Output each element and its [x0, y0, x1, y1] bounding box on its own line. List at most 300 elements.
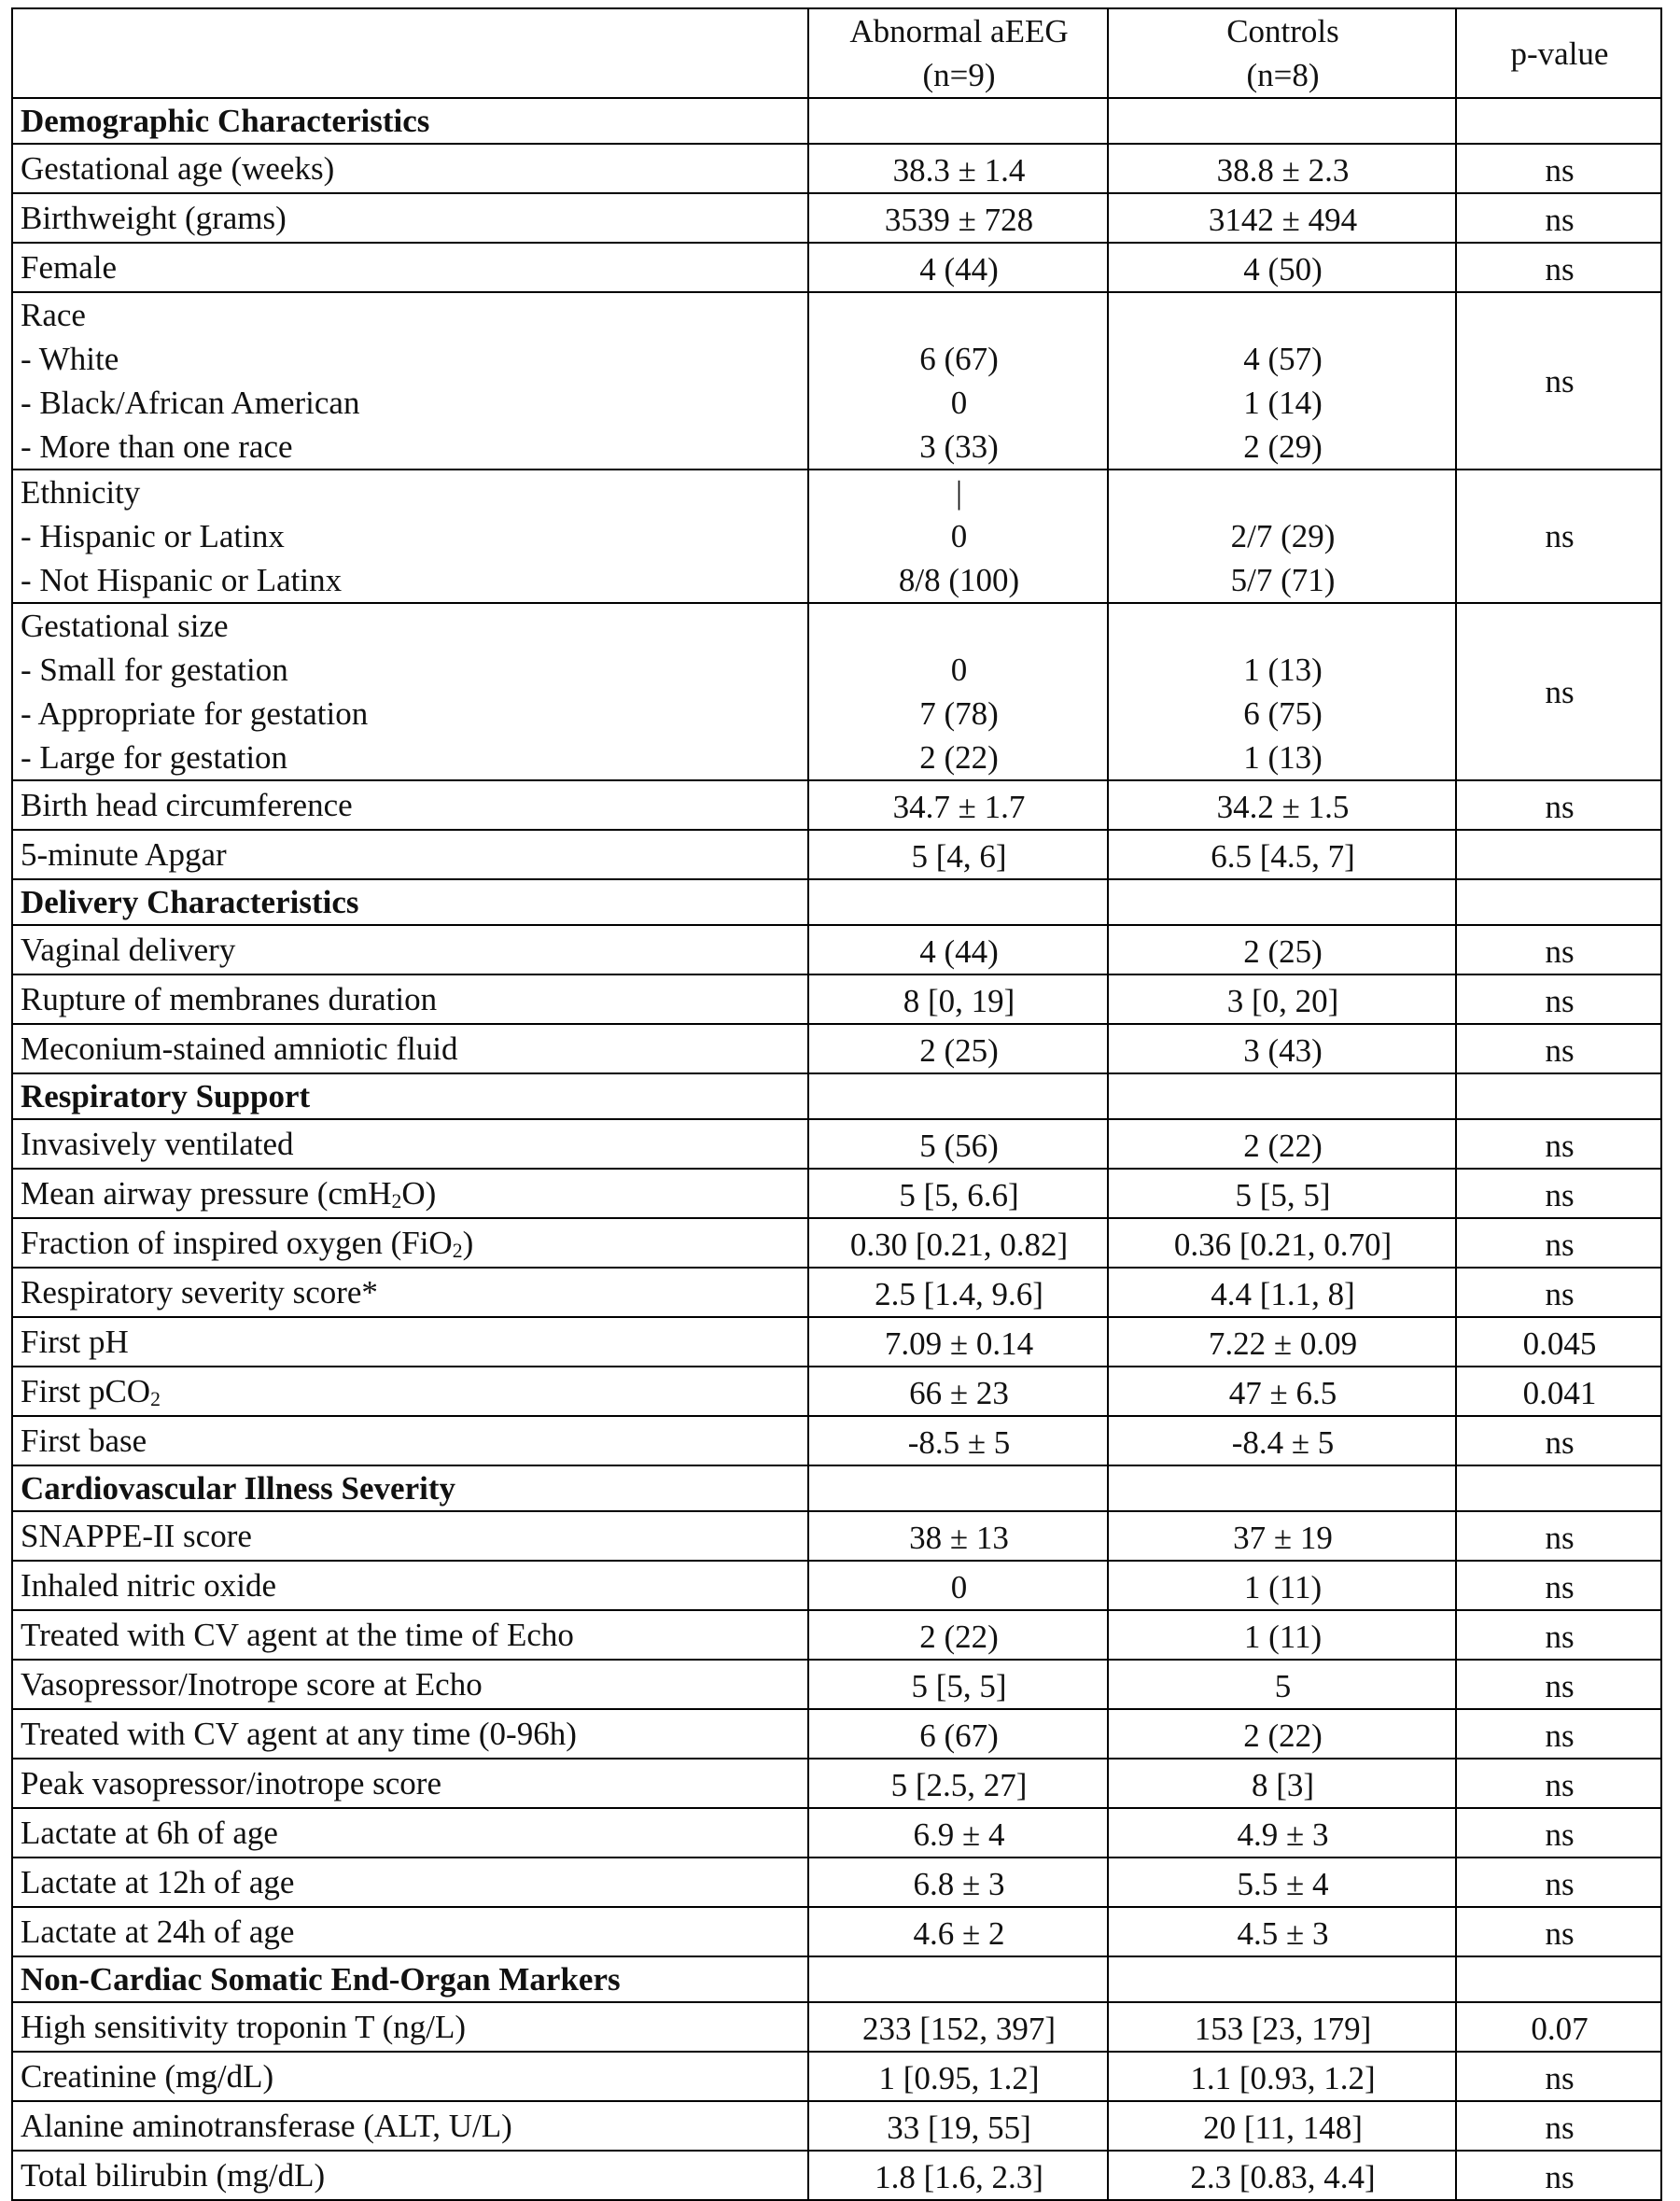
controls-value-line: 2.3 [0.83, 4.4] — [1190, 2159, 1376, 2195]
controls-value — [1108, 1907, 1456, 1956]
row-label — [12, 2052, 808, 2101]
row-label-line: Peak vasopressor/inotrope score — [21, 1765, 441, 1801]
p-value — [1456, 830, 1661, 879]
row-label-line: - Large for gestation — [21, 739, 288, 776]
controls-value — [1108, 1119, 1456, 1169]
controls-value-line: 47 ± 6.5 — [1228, 1375, 1337, 1411]
row-label — [12, 1511, 808, 1561]
table-row — [12, 780, 1661, 830]
p-value: ns — [1456, 1709, 1661, 1759]
controls-value-line: -8.4 ± 5 — [1231, 1424, 1335, 1461]
row-label-line: Gestational size — [21, 608, 229, 644]
row-label-line: Birthweight (grams) — [21, 200, 287, 236]
abnormal-aeeg-value-line: 8 [0, 19] — [903, 983, 1015, 1019]
table-row — [12, 2101, 1661, 2151]
section-empty-cell — [1456, 1956, 1661, 2002]
row-label — [12, 2002, 808, 2052]
abnormal-aeeg-value — [808, 292, 1108, 470]
section-row — [12, 98, 1661, 144]
abnormal-aeeg-value-line: 0 — [950, 518, 968, 554]
controls-value-line: 6.5 [4.5, 7] — [1211, 838, 1355, 875]
abnormal-aeeg-value-line: 8/8 (100) — [898, 562, 1020, 598]
row-label — [12, 1858, 808, 1907]
row-label — [12, 1709, 808, 1759]
p-value: 0.07 — [1456, 2002, 1661, 2052]
controls-value — [1108, 1808, 1456, 1858]
row-label-line: Treated with CV agent at the time of Echo — [21, 1617, 574, 1653]
section-empty-cell — [1108, 98, 1456, 144]
clinical-characteristics-table — [11, 7, 1662, 2201]
controls-value — [1108, 1218, 1456, 1268]
table-row — [12, 1759, 1661, 1808]
abnormal-aeeg-value-line: 6.8 ± 3 — [913, 1866, 1005, 1902]
controls-value-line: 4.5 ± 3 — [1237, 1915, 1329, 1952]
abnormal-aeeg-value — [808, 193, 1108, 243]
controls-value — [1108, 603, 1456, 780]
table-row — [12, 1907, 1661, 1956]
abnormal-aeeg-value-line: 1.8 [1.6, 2.3] — [875, 2159, 1043, 2195]
p-value: ns — [1456, 1169, 1661, 1218]
section-empty-cell — [1108, 879, 1456, 925]
row-label-line: First pH — [21, 1324, 129, 1360]
row-label — [12, 925, 808, 974]
header-p-value: p-value — [1456, 8, 1661, 98]
row-label-line: Inhaled nitric oxide — [21, 1567, 277, 1604]
controls-value — [1108, 1268, 1456, 1317]
abnormal-aeeg-value — [808, 1268, 1108, 1317]
abnormal-aeeg-value — [808, 144, 1108, 193]
p-value: ns — [1456, 1808, 1661, 1858]
controls-value-line: 3 (43) — [1243, 1032, 1323, 1069]
row-label-line: Vaginal delivery — [21, 932, 236, 968]
controls-value — [1108, 830, 1456, 879]
table-row — [12, 1709, 1661, 1759]
row-label-line: First pCO$_2$ — [21, 1373, 161, 1410]
row-label-line: High sensitivity troponin T (ng/L) — [21, 2009, 467, 2045]
table-row — [12, 1317, 1661, 1367]
section-empty-cell — [1456, 879, 1661, 925]
abnormal-aeeg-value-line: 2 (22) — [919, 1619, 999, 1655]
abnormal-aeeg-value-line: 0.30 [0.21, 0.82] — [849, 1227, 1069, 1263]
row-label-line: - Small for gestation — [21, 652, 288, 688]
controls-value — [1108, 1416, 1456, 1465]
row-label — [12, 1759, 808, 1808]
table-row — [12, 1416, 1661, 1465]
table-row — [12, 974, 1661, 1024]
controls-value-line: 1 (11) — [1243, 1569, 1323, 1605]
abnormal-aeeg-value — [808, 1858, 1108, 1907]
abnormal-aeeg-value-line: 0 — [950, 1569, 968, 1605]
abnormal-aeeg-value — [808, 830, 1108, 879]
row-label-line: Creatinine (mg/dL) — [21, 2058, 274, 2095]
row-label-line: Gestational age (weeks) — [21, 150, 335, 187]
row-label — [12, 243, 808, 292]
abnormal-aeeg-value — [808, 1416, 1108, 1465]
row-label — [12, 830, 808, 879]
section-empty-cell — [808, 1956, 1108, 2002]
controls-value-line: 0.36 [0.21, 0.70] — [1173, 1227, 1393, 1263]
controls-value — [1108, 2101, 1456, 2151]
p-value: ns — [1456, 144, 1661, 193]
controls-value — [1108, 1610, 1456, 1660]
row-label — [12, 974, 808, 1024]
table-row — [12, 144, 1661, 193]
abnormal-aeeg-value-line: 2.5 [1.4, 9.6] — [875, 1276, 1043, 1312]
row-label-line: Vasopressor/Inotrope score at Echo — [21, 1666, 483, 1703]
abnormal-aeeg-value-line: 4.6 ± 2 — [913, 1915, 1005, 1952]
table-row — [12, 2002, 1661, 2052]
p-value: ns — [1456, 780, 1661, 830]
abnormal-aeeg-value — [808, 1709, 1108, 1759]
section-row — [12, 1073, 1661, 1119]
controls-value-line: 153 [23, 179] — [1194, 2011, 1372, 2047]
section-empty-cell — [1108, 1073, 1456, 1119]
controls-value-line: 37 ± 19 — [1233, 1520, 1333, 1556]
row-label-line: 5-minute Apgar — [21, 836, 227, 873]
row-label-line: Invasively ventilated — [21, 1126, 294, 1162]
controls-value — [1108, 1317, 1456, 1367]
section-row — [12, 1956, 1661, 2002]
table-row — [12, 1268, 1661, 1317]
section-row — [12, 1465, 1661, 1511]
table-row — [12, 1610, 1661, 1660]
p-value: ns — [1456, 2151, 1661, 2200]
row-label — [12, 1317, 808, 1367]
abnormal-aeeg-value — [808, 1808, 1108, 1858]
p-value: ns — [1456, 1907, 1661, 1956]
p-value: ns — [1456, 1660, 1661, 1709]
table-header — [12, 8, 1661, 98]
controls-value — [1108, 1709, 1456, 1759]
controls-value — [1108, 1169, 1456, 1218]
abnormal-aeeg-value-line: 66 ± 23 — [909, 1375, 1009, 1411]
table-row — [12, 603, 1661, 780]
table-row — [12, 1367, 1661, 1416]
section-title: Demographic Characteristics — [12, 98, 808, 144]
row-label-line: Fraction of inspired oxygen (FiO$_2$) — [21, 1225, 474, 1262]
row-label-line: Lactate at 24h of age — [21, 1914, 295, 1950]
abnormal-aeeg-value — [808, 1169, 1108, 1218]
row-label — [12, 193, 808, 243]
table-row — [12, 1561, 1661, 1610]
row-label-line: - Appropriate for gestation — [21, 695, 369, 732]
controls-value — [1108, 193, 1456, 243]
controls-value — [1108, 2052, 1456, 2101]
header-abnormal-aeeg-line-1: Abnormal aEEG — [849, 13, 1069, 49]
table-row — [12, 925, 1661, 974]
controls-value — [1108, 925, 1456, 974]
controls-value-line: 1.1 [0.93, 1.2] — [1190, 2060, 1376, 2096]
controls-value — [1108, 2002, 1456, 2052]
p-value: ns — [1456, 1561, 1661, 1610]
row-label-line: - Black/African American — [21, 385, 360, 421]
p-value: ns — [1456, 193, 1661, 243]
controls-value — [1108, 1660, 1456, 1709]
p-value: ns — [1456, 1024, 1661, 1073]
abnormal-aeeg-value-line: 1 [0.95, 1.2] — [878, 2060, 1040, 2096]
section-empty-cell — [808, 879, 1108, 925]
controls-value-line: 2 (22) — [1243, 1717, 1323, 1754]
row-label — [12, 1907, 808, 1956]
abnormal-aeeg-value-line: 38 ± 13 — [909, 1520, 1009, 1556]
controls-value-line: 2 (25) — [1243, 933, 1323, 970]
table-row — [12, 1218, 1661, 1268]
controls-value-line: 4.9 ± 3 — [1237, 1816, 1329, 1853]
row-label — [12, 1808, 808, 1858]
header-controls-line-1: Controls — [1226, 13, 1339, 49]
abnormal-aeeg-value-line: | — [955, 474, 962, 511]
p-value: ns — [1456, 603, 1661, 780]
row-label — [12, 292, 808, 470]
controls-value-line: 1 (13) — [1243, 652, 1323, 688]
header-controls-line-2: (n=8) — [1246, 57, 1320, 93]
controls-value-line: 34.2 ± 1.5 — [1216, 789, 1350, 825]
p-value: ns — [1456, 470, 1661, 603]
abnormal-aeeg-value-line: 5 [5, 5] — [911, 1668, 1007, 1704]
controls-value-line: 1 (11) — [1243, 1619, 1323, 1655]
section-empty-cell — [1108, 1465, 1456, 1511]
p-value: ns — [1456, 1759, 1661, 1808]
row-label-line: Rupture of membranes duration — [21, 981, 438, 1017]
controls-value — [1108, 292, 1456, 470]
abnormal-aeeg-value — [808, 1511, 1108, 1561]
row-label-line: Total bilirubin (mg/dL) — [21, 2157, 326, 2194]
abnormal-aeeg-value — [808, 974, 1108, 1024]
p-value: ns — [1456, 2052, 1661, 2101]
row-label-line: Mean airway pressure (cmH$_2$O) — [21, 1175, 437, 1213]
abnormal-aeeg-value-line: 5 (56) — [919, 1128, 999, 1164]
section-row — [12, 879, 1661, 925]
abnormal-aeeg-value — [808, 1660, 1108, 1709]
abnormal-aeeg-value-line: 0 — [950, 652, 968, 688]
p-value: 0.045 — [1456, 1317, 1661, 1367]
row-label — [12, 1218, 808, 1268]
table-row — [12, 1511, 1661, 1561]
section-title: Non-Cardiac Somatic End-Organ Markers — [12, 1956, 808, 2002]
row-label — [12, 1660, 808, 1709]
table-body — [12, 98, 1661, 2200]
controls-value-line: 5/7 (71) — [1230, 562, 1336, 598]
abnormal-aeeg-value-line: 3539 ± 728 — [884, 202, 1034, 238]
p-value: ns — [1456, 1268, 1661, 1317]
controls-value-line: 5 — [1274, 1668, 1292, 1704]
abnormal-aeeg-value — [808, 1610, 1108, 1660]
row-label-line: Lactate at 12h of age — [21, 1864, 295, 1900]
controls-value — [1108, 974, 1456, 1024]
controls-value — [1108, 1561, 1456, 1610]
p-value: ns — [1456, 925, 1661, 974]
abnormal-aeeg-value — [808, 1218, 1108, 1268]
abnormal-aeeg-value-line: 38.3 ± 1.4 — [892, 152, 1026, 189]
row-label — [12, 1119, 808, 1169]
table-row — [12, 193, 1661, 243]
controls-value — [1108, 1024, 1456, 1073]
abnormal-aeeg-value — [808, 1024, 1108, 1073]
section-title: Delivery Characteristics — [12, 879, 808, 925]
abnormal-aeeg-value — [808, 2002, 1108, 2052]
p-value: ns — [1456, 1416, 1661, 1465]
header-blank-cell — [12, 8, 808, 98]
p-value: 0.041 — [1456, 1367, 1661, 1416]
row-label-line: Alanine aminotransferase (ALT, U/L) — [21, 2108, 512, 2144]
section-empty-cell — [1456, 98, 1661, 144]
row-label-line: - Not Hispanic or Latinx — [21, 562, 343, 598]
controls-value — [1108, 470, 1456, 603]
controls-value — [1108, 243, 1456, 292]
table-row — [12, 1808, 1661, 1858]
p-value: ns — [1456, 2101, 1661, 2151]
table-row — [12, 2052, 1661, 2101]
abnormal-aeeg-value — [808, 470, 1108, 603]
abnormal-aeeg-value-line: 4 (44) — [919, 251, 999, 287]
table-row — [12, 1660, 1661, 1709]
controls-value — [1108, 1511, 1456, 1561]
controls-value-line: 4.4 [1.1, 8] — [1211, 1276, 1355, 1312]
abnormal-aeeg-value-line: 233 [152, 397] — [861, 2011, 1057, 2047]
row-label-line: - More than one race — [21, 428, 293, 465]
controls-value-line: 1 (14) — [1243, 385, 1323, 421]
abnormal-aeeg-value-line: 3 (33) — [919, 428, 999, 465]
abnormal-aeeg-value — [808, 925, 1108, 974]
abnormal-aeeg-value — [808, 603, 1108, 780]
abnormal-aeeg-value-line: 0 — [950, 385, 968, 421]
p-value: ns — [1456, 1218, 1661, 1268]
row-label — [12, 1169, 808, 1218]
table-row — [12, 292, 1661, 470]
abnormal-aeeg-value — [808, 1759, 1108, 1808]
row-label — [12, 470, 808, 603]
controls-value-line: 6 (75) — [1243, 695, 1323, 732]
row-label-line: Respiratory severity score* — [21, 1274, 378, 1311]
p-value: ns — [1456, 243, 1661, 292]
p-value: ns — [1456, 1610, 1661, 1660]
controls-value-line: 8 [3] — [1251, 1767, 1315, 1803]
row-label-line: - White — [21, 341, 119, 377]
abnormal-aeeg-value-line: 5 [4, 6] — [911, 838, 1007, 875]
p-value: ns — [1456, 1858, 1661, 1907]
row-label-line: Meconium-stained amniotic fluid — [21, 1030, 458, 1067]
section-empty-cell — [808, 1073, 1108, 1119]
section-empty-cell — [1456, 1465, 1661, 1511]
controls-value-line: 4 (57) — [1243, 341, 1323, 377]
row-label-line: Race — [21, 297, 86, 333]
controls-value — [1108, 1858, 1456, 1907]
abnormal-aeeg-value-line: 4 (44) — [919, 933, 999, 970]
controls-value-line: 3142 ± 494 — [1208, 202, 1358, 238]
controls-value-line: 1 (13) — [1243, 739, 1323, 776]
controls-value-line — [1116, 293, 1449, 337]
table-row — [12, 470, 1661, 603]
row-label-line: First base — [21, 1423, 147, 1459]
table-row — [12, 1169, 1661, 1218]
p-value: ns — [1456, 1511, 1661, 1561]
abnormal-aeeg-value-line: 6 (67) — [919, 341, 999, 377]
controls-value-line: 5 [5, 5] — [1235, 1177, 1331, 1213]
controls-value-line: 20 [11, 148] — [1203, 2110, 1363, 2146]
row-label — [12, 1416, 808, 1465]
abnormal-aeeg-value — [808, 1119, 1108, 1169]
controls-value-line: 38.8 ± 2.3 — [1216, 152, 1350, 189]
row-label — [12, 1024, 808, 1073]
abnormal-aeeg-value-line: 7.09 ± 0.14 — [884, 1325, 1034, 1362]
row-label — [12, 144, 808, 193]
header-abnormal-aeeg — [808, 8, 1108, 98]
section-title: Respiratory Support — [12, 1073, 808, 1119]
controls-value-line — [1116, 604, 1449, 648]
abnormal-aeeg-value-line: 2 (22) — [919, 739, 999, 776]
controls-value-line — [1116, 470, 1449, 514]
abnormal-aeeg-value — [808, 780, 1108, 830]
row-label — [12, 2101, 808, 2151]
table-row — [12, 1024, 1661, 1073]
abnormal-aeeg-value-line: 6.9 ± 4 — [913, 1816, 1005, 1853]
abnormal-aeeg-value-line: 7 (78) — [919, 695, 999, 732]
row-label-line: Lactate at 6h of age — [21, 1815, 278, 1851]
p-value: ns — [1456, 1119, 1661, 1169]
p-value: ns — [1456, 292, 1661, 470]
header-controls — [1108, 8, 1456, 98]
abnormal-aeeg-value — [808, 1907, 1108, 1956]
table-row — [12, 1119, 1661, 1169]
abnormal-aeeg-value-line: 33 [19, 55] — [887, 2110, 1031, 2146]
abnormal-aeeg-value — [808, 2052, 1108, 2101]
abnormal-aeeg-value — [808, 243, 1108, 292]
row-label — [12, 603, 808, 780]
controls-value — [1108, 1367, 1456, 1416]
table-row — [12, 243, 1661, 292]
controls-value-line: 2 (29) — [1243, 428, 1323, 465]
controls-value — [1108, 144, 1456, 193]
controls-value-line: 7.22 ± 0.09 — [1208, 1325, 1358, 1362]
row-label-line: Birth head circumference — [21, 787, 353, 823]
controls-value-line: 5.5 ± 4 — [1237, 1866, 1329, 1902]
abnormal-aeeg-value-line — [817, 604, 1101, 648]
abnormal-aeeg-value-line: -8.5 ± 5 — [907, 1424, 1011, 1461]
table-row — [12, 830, 1661, 879]
abnormal-aeeg-value-line — [817, 293, 1101, 337]
header-row — [12, 8, 1661, 98]
controls-value-line: 2 (22) — [1243, 1128, 1323, 1164]
table-row — [12, 1858, 1661, 1907]
row-label — [12, 780, 808, 830]
controls-value-line: 3 [0, 20] — [1226, 983, 1339, 1019]
section-title: Cardiovascular Illness Severity — [12, 1465, 808, 1511]
controls-value — [1108, 780, 1456, 830]
section-empty-cell — [808, 98, 1108, 144]
row-label-line: SNAPPE-II score — [21, 1518, 252, 1554]
abnormal-aeeg-value — [808, 1367, 1108, 1416]
row-label-line: Ethnicity — [21, 474, 141, 511]
row-label-line: Treated with CV agent at any time (0-96h) — [21, 1716, 577, 1752]
section-empty-cell — [1456, 1073, 1661, 1119]
abnormal-aeeg-value — [808, 1317, 1108, 1367]
section-empty-cell — [1108, 1956, 1456, 2002]
row-label — [12, 1367, 808, 1416]
header-abnormal-aeeg-line-2: (n=9) — [922, 57, 996, 93]
controls-value-line: 2/7 (29) — [1230, 518, 1336, 554]
abnormal-aeeg-value-line: 5 [5, 6.6] — [899, 1177, 1019, 1213]
row-label — [12, 1268, 808, 1317]
row-label-line: Female — [21, 249, 118, 286]
abnormal-aeeg-value-line: 2 (25) — [919, 1032, 999, 1069]
controls-value-line: 4 (50) — [1243, 251, 1323, 287]
abnormal-aeeg-value-line: 5 [2.5, 27] — [890, 1767, 1028, 1803]
abnormal-aeeg-value-line: 6 (67) — [919, 1717, 999, 1754]
p-value: ns — [1456, 974, 1661, 1024]
abnormal-aeeg-value — [808, 2101, 1108, 2151]
controls-value — [1108, 1759, 1456, 1808]
row-label-line: - Hispanic or Latinx — [21, 518, 285, 554]
